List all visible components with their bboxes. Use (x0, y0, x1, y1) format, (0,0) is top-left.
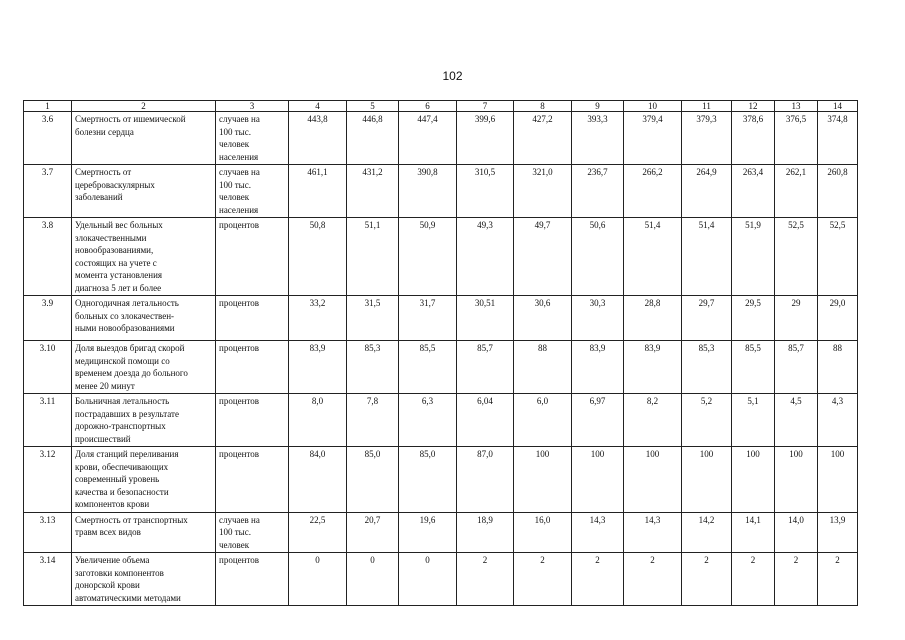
value-cell: 51,4 (682, 218, 732, 296)
value-cell: 14,2 (682, 512, 732, 553)
value-cell: 29 (775, 296, 818, 341)
value-cell: 85,5 (732, 341, 775, 394)
table-row (24, 165, 858, 218)
value-cell: 262,1 (775, 165, 818, 218)
value-cell: 379,4 (624, 112, 682, 165)
value-cell: 31,7 (399, 296, 457, 341)
unit-cell (216, 218, 289, 296)
unit-line: процентов (219, 298, 260, 308)
unit-line: 100 тыс. (219, 126, 251, 137)
value-cell: 52,5 (818, 218, 858, 296)
value-cell: 374,8 (818, 112, 858, 165)
indicator-name-line: Больничная летальность (75, 396, 170, 406)
unit-line: 100 тыс. (219, 527, 251, 537)
table-row (24, 341, 858, 394)
unit-line: населения (219, 204, 259, 215)
value-cell: 14,1 (732, 512, 775, 553)
value-cell: 2 (775, 553, 818, 606)
indicator-name (72, 512, 216, 553)
indicator-name-line: состоящих на учете с (75, 257, 157, 268)
header-cell: 14 (818, 101, 858, 112)
value-cell: 83,9 (624, 341, 682, 394)
value-cell: 100 (732, 447, 775, 513)
value-cell: 264,9 (682, 165, 732, 218)
indicator-name-line: цереброваскулярных (75, 179, 155, 190)
value-cell: 100 (624, 447, 682, 513)
value-cell: 29,7 (682, 296, 732, 341)
header-cell: 12 (732, 101, 775, 112)
header-cell: 11 (682, 101, 732, 112)
header-cell: 10 (624, 101, 682, 112)
value-cell: 0 (347, 553, 399, 606)
value-cell: 5,1 (732, 394, 775, 447)
indicator-name-line: Смертность от транспортных (75, 514, 188, 525)
indicator-name-line: компонентов крови (75, 499, 150, 509)
value-cell: 447,4 (399, 112, 457, 165)
value-cell: 30,6 (514, 296, 572, 341)
value-cell: 0 (399, 553, 457, 606)
value-cell: 7,8 (347, 394, 399, 447)
unit-cell (216, 341, 289, 394)
value-cell: 85,3 (347, 341, 399, 394)
value-cell: 6,3 (399, 394, 457, 447)
header-cell: 4 (289, 101, 347, 112)
table-row (24, 296, 858, 341)
indicator-name (72, 447, 216, 513)
indicator-name-line: травм всех видов (75, 527, 141, 537)
indicator-name-line: автоматическими методами (75, 592, 181, 603)
value-cell: 100 (775, 447, 818, 513)
value-cell: 52,5 (775, 218, 818, 296)
value-cell: 100 (818, 447, 858, 513)
indicator-name-line: происшествий (75, 433, 131, 444)
value-cell: 2 (732, 553, 775, 606)
unit-line: человек (219, 192, 250, 202)
indicator-name (72, 296, 216, 341)
row-number: 3.6 (24, 112, 72, 165)
indicator-name-line: злокачественными (75, 232, 147, 243)
row-number: 3.7 (24, 165, 72, 218)
value-cell: 50,6 (572, 218, 624, 296)
value-cell: 321,0 (514, 165, 572, 218)
value-cell: 20,7 (347, 512, 399, 553)
indicator-name-line: менее 20 минут (75, 380, 135, 391)
value-cell: 263,4 (732, 165, 775, 218)
value-cell: 461,1 (289, 165, 347, 218)
unit-line: процентов (219, 220, 260, 230)
indicator-name-line: Удельный вес больных (75, 220, 163, 230)
header-cell: 8 (514, 101, 572, 112)
indicator-name-line: медицинской помощи со (75, 355, 170, 366)
value-cell: 13,9 (818, 512, 858, 553)
value-cell: 83,9 (572, 341, 624, 394)
header-cell: 13 (775, 101, 818, 112)
value-cell: 443,8 (289, 112, 347, 165)
value-cell: 49,3 (457, 218, 514, 296)
value-cell: 33,2 (289, 296, 347, 341)
indicator-name-line: современный уровень (75, 474, 160, 484)
value-cell: 427,2 (514, 112, 572, 165)
value-cell: 100 (514, 447, 572, 513)
value-cell: 22,5 (289, 512, 347, 553)
row-number: 3.10 (24, 341, 72, 394)
value-cell: 18,9 (457, 512, 514, 553)
unit-line: случаев на (219, 514, 260, 525)
unit-cell (216, 512, 289, 553)
table-row (24, 112, 858, 165)
row-number: 3.13 (24, 512, 72, 553)
unit-line: процентов (219, 449, 260, 459)
value-cell: 393,3 (572, 112, 624, 165)
table-row (24, 553, 858, 606)
value-cell: 51,9 (732, 218, 775, 296)
value-cell: 85,7 (457, 341, 514, 394)
unit-line: процентов (219, 555, 260, 565)
value-cell: 14,0 (775, 512, 818, 553)
value-cell: 6,0 (514, 394, 572, 447)
indicator-name-line: ными новообразованиями (75, 323, 175, 333)
table-row (24, 512, 858, 553)
unit-line: случаев на (219, 114, 260, 124)
table-header-row (24, 101, 858, 112)
indicator-name-line: болезни сердца (75, 126, 134, 137)
indicator-name-line: Смертность от ишемической (75, 114, 186, 124)
value-cell: 2 (818, 553, 858, 606)
unit-line: человек (219, 539, 250, 550)
value-cell: 85,0 (399, 447, 457, 513)
row-number: 3.12 (24, 447, 72, 513)
header-cell: 5 (347, 101, 399, 112)
value-cell: 2 (514, 553, 572, 606)
indicator-name-line: Смертность от (75, 167, 132, 177)
value-cell: 51,4 (624, 218, 682, 296)
value-cell: 399,6 (457, 112, 514, 165)
value-cell: 83,9 (289, 341, 347, 394)
value-cell: 84,0 (289, 447, 347, 513)
row-number: 3.14 (24, 553, 72, 606)
value-cell: 378,6 (732, 112, 775, 165)
value-cell: 30,3 (572, 296, 624, 341)
row-number: 3.8 (24, 218, 72, 296)
table-row (24, 394, 858, 447)
header-cell: 2 (72, 101, 216, 112)
indicator-name (72, 341, 216, 394)
header-cell: 7 (457, 101, 514, 112)
indicator-name-line: временем доезда до больного (75, 368, 188, 378)
indicator-name-line: новообразованиями, (75, 245, 154, 255)
unit-line: населения (219, 151, 259, 162)
value-cell: 4,3 (818, 394, 858, 447)
value-cell: 51,1 (347, 218, 399, 296)
unit-cell (216, 553, 289, 606)
value-cell: 85,7 (775, 341, 818, 394)
value-cell: 100 (572, 447, 624, 513)
value-cell: 100 (682, 447, 732, 513)
indicator-name-line: заготовки компонентов (75, 567, 164, 578)
indicator-name (72, 394, 216, 447)
table-row (24, 218, 858, 296)
unit-cell (216, 165, 289, 218)
header-cell: 6 (399, 101, 457, 112)
unit-cell (216, 296, 289, 341)
indicator-name (72, 553, 216, 606)
value-cell: 8,0 (289, 394, 347, 447)
value-cell: 431,2 (347, 165, 399, 218)
table-row (24, 447, 858, 513)
unit-cell (216, 447, 289, 513)
value-cell: 30,51 (457, 296, 514, 341)
indicator-name-line: пострадавших в результате (75, 408, 179, 419)
value-cell: 87,0 (457, 447, 514, 513)
value-cell: 4,5 (775, 394, 818, 447)
indicator-name-line: диагноза 5 лет и более (75, 282, 162, 293)
header-cell: 3 (216, 101, 289, 112)
value-cell: 376,5 (775, 112, 818, 165)
indicator-name-line: больных со злокачествен- (75, 310, 175, 321)
value-cell: 88 (818, 341, 858, 394)
header-cell: 9 (572, 101, 624, 112)
value-cell: 260,8 (818, 165, 858, 218)
value-cell: 266,2 (624, 165, 682, 218)
value-cell: 379,3 (682, 112, 732, 165)
value-cell: 50,9 (399, 218, 457, 296)
unit-line: 100 тыс. (219, 179, 251, 190)
value-cell: 29,0 (818, 296, 858, 341)
value-cell: 49,7 (514, 218, 572, 296)
value-cell: 31,5 (347, 296, 399, 341)
value-cell: 236,7 (572, 165, 624, 218)
row-number: 3.11 (24, 394, 72, 447)
value-cell: 14,3 (572, 512, 624, 553)
value-cell: 85,5 (399, 341, 457, 394)
value-cell: 2 (624, 553, 682, 606)
value-cell: 0 (289, 553, 347, 606)
value-cell: 28,8 (624, 296, 682, 341)
value-cell: 29,5 (732, 296, 775, 341)
unit-line: человек (219, 139, 250, 149)
indicator-name-line: Увеличение объема (75, 555, 150, 565)
unit-line: процентов (219, 343, 260, 353)
indicators-table (23, 100, 858, 606)
header-cell: 1 (24, 101, 72, 112)
unit-cell (216, 112, 289, 165)
value-cell: 19,6 (399, 512, 457, 553)
indicator-name-line: Доля станций переливания (75, 449, 179, 459)
page-number: 102 (442, 69, 463, 83)
row-number: 3.9 (24, 296, 72, 341)
indicator-name-line: донорской крови (75, 580, 140, 590)
value-cell: 310,5 (457, 165, 514, 218)
value-cell: 2 (682, 553, 732, 606)
indicator-name-line: качества и безопасности (75, 486, 169, 497)
value-cell: 6,04 (457, 394, 514, 447)
indicator-name-line: момента установления (75, 270, 163, 280)
indicator-name-line: крови, обеспечивающих (75, 461, 169, 472)
value-cell: 85,0 (347, 447, 399, 513)
value-cell: 2 (457, 553, 514, 606)
indicator-name (72, 165, 216, 218)
indicator-name (72, 112, 216, 165)
value-cell: 88 (514, 341, 572, 394)
value-cell: 446,8 (347, 112, 399, 165)
indicator-name (72, 218, 216, 296)
value-cell: 2 (572, 553, 624, 606)
value-cell: 5,2 (682, 394, 732, 447)
value-cell: 85,3 (682, 341, 732, 394)
indicator-name-line: дорожно-транспортных (75, 421, 166, 431)
value-cell: 390,8 (399, 165, 457, 218)
value-cell: 16,0 (514, 512, 572, 553)
value-cell: 14,3 (624, 512, 682, 553)
unit-line: случаев на (219, 167, 260, 177)
value-cell: 8,2 (624, 394, 682, 447)
indicator-name-line: Доля выездов бригад скорой (75, 343, 185, 353)
value-cell: 50,8 (289, 218, 347, 296)
indicator-name-line: Одногодичная летальность (75, 298, 179, 308)
unit-line: процентов (219, 396, 260, 406)
value-cell: 6,97 (572, 394, 624, 447)
unit-cell (216, 394, 289, 447)
indicator-name-line: заболеваний (75, 192, 123, 202)
